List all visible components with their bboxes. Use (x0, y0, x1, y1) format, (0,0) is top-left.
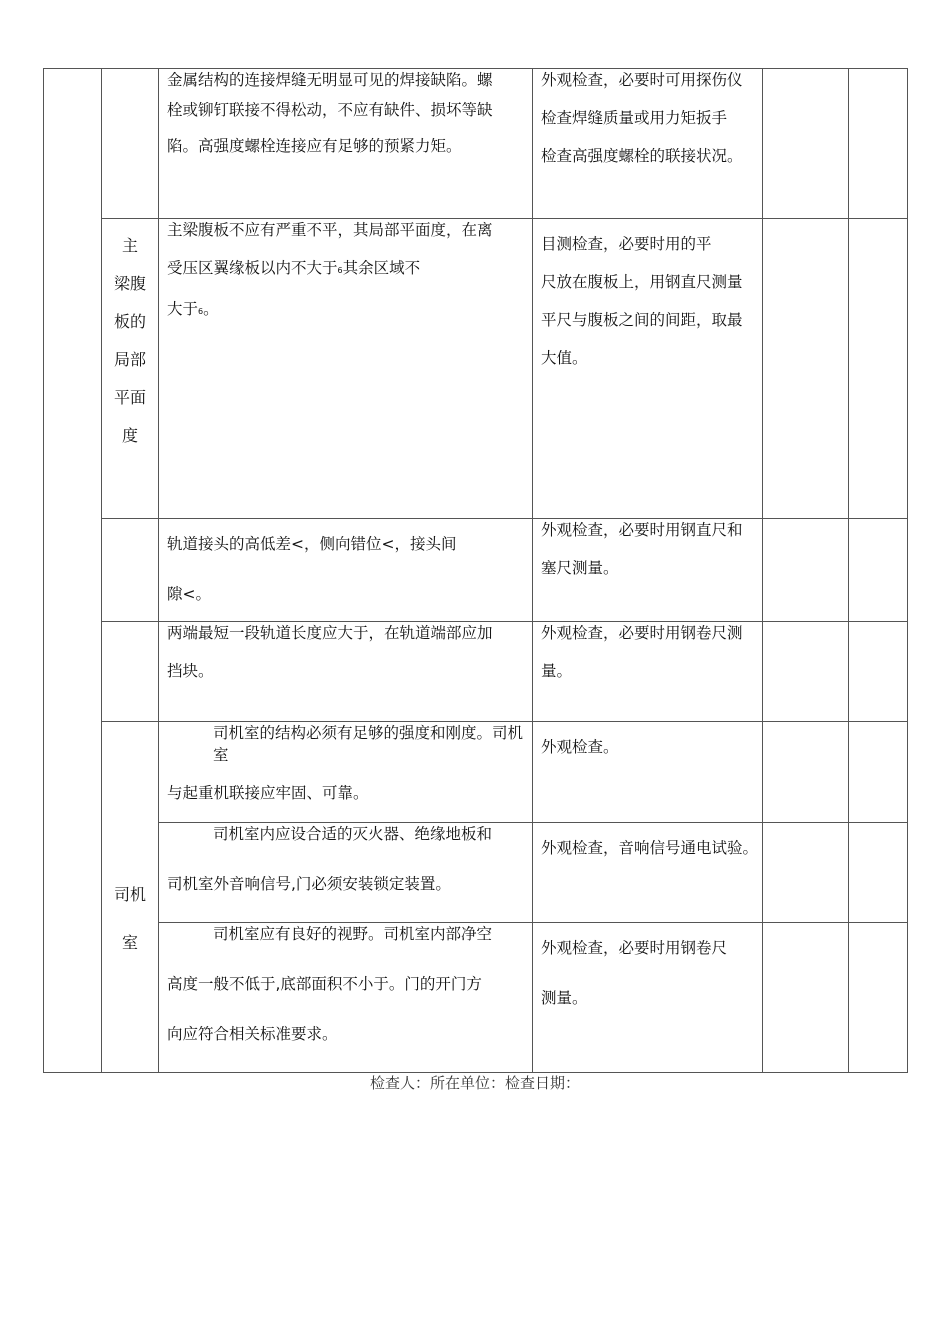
requirement-text: 其余区域不 (342, 259, 421, 277)
result-cell[interactable] (763, 622, 849, 722)
category-line: 度 (121, 426, 138, 445)
requirement-line: 两端最短一段轨道长度应大于，在轨道端部应加 (167, 624, 493, 642)
requirement-line: 栓或铆钉联接不得松动，不应有缺件、损坏等缺 (167, 101, 493, 119)
remark-cell[interactable] (849, 923, 908, 1073)
category-cell (102, 622, 159, 722)
requirement-line: 司机室应有良好的视野。司机室内部净空 (213, 925, 493, 943)
requirement-line: 轨道接头的高低差<，侧向错位<，接头间 (167, 535, 457, 553)
category-cell (102, 69, 159, 219)
subscript-value: 6 (198, 307, 204, 316)
method-line: 大值。 (541, 349, 588, 367)
result-cell[interactable] (763, 823, 849, 923)
method-line: 平尺与腹板之间的间距，取最 (541, 311, 743, 329)
signature-footer: 检查人：所在单位：检查日期： (369, 1074, 580, 1092)
result-cell[interactable] (763, 923, 849, 1073)
method-line: 尺放在腹板上，用钢直尺测量 (541, 273, 743, 291)
requirement-line (159, 257, 532, 282)
method-line: 检查焊缝质量或用力矩扳手 (541, 109, 728, 127)
requirement-line (159, 298, 532, 323)
requirement-text: 受压区翼缘板以内不大于 (167, 259, 338, 277)
method-line: 外观检查。 (541, 738, 619, 756)
result-cell[interactable] (763, 722, 849, 823)
requirement-line: 与起重机联接应牢固、可靠。 (167, 784, 369, 802)
requirement-line: 隙<。 (167, 585, 211, 603)
requirement-cell (159, 923, 533, 1073)
method-line: 测量。 (541, 989, 588, 1007)
requirement-cell (159, 622, 533, 722)
method-cell (533, 923, 763, 1073)
subscript-value: 6 (337, 266, 343, 275)
requirement-cell (159, 519, 533, 622)
category-line: 司机 (113, 885, 146, 904)
requirement-text: 。 (203, 300, 219, 318)
requirement-cell (159, 69, 533, 219)
method-line: 外观检查，必要时用钢卷尺测 (541, 624, 743, 642)
requirement-line: 主梁腹板不应有严重不平，其局部平面度，在离 (167, 221, 493, 239)
requirement-line: 向应符合相关标准要求。 (167, 1025, 338, 1043)
method-line: 量。 (541, 662, 573, 680)
table-row (44, 622, 908, 722)
category-cell (102, 219, 159, 519)
requirement-cell (159, 722, 533, 823)
inspection-table-area (43, 68, 907, 1073)
requirement-line: 挡块。 (167, 662, 214, 680)
remark-cell[interactable] (849, 622, 908, 722)
table-row (44, 519, 908, 622)
remark-cell[interactable] (849, 219, 908, 519)
requirement-line: 司机室的结构必须有足够的强度和刚度。司机室 (213, 724, 524, 764)
requirement-cell (159, 823, 533, 923)
table-row (44, 69, 908, 219)
category-line: 梁腹 (113, 274, 146, 293)
category-line: 室 (121, 933, 138, 952)
category-line: 局部 (113, 350, 146, 369)
method-line: 目测检查，必要时用的平 (541, 235, 712, 253)
result-cell[interactable] (763, 519, 849, 622)
requirement-text: 大于 (167, 300, 199, 318)
method-cell (533, 823, 763, 923)
requirement-line: 司机室外音响信号,门必须安装锁定装置。 (167, 875, 451, 893)
requirement-line: 高度一般不低于,底部面积不小于。门的开门方 (167, 975, 482, 993)
requirement-line: 司机室内应设合适的灭火器、绝缘地板和 (213, 825, 493, 843)
result-cell[interactable] (763, 69, 849, 219)
method-cell (533, 219, 763, 519)
method-line: 外观检查，音响信号通电试验。 (541, 839, 759, 857)
requirement-line: 金属结构的连接焊缝无明显可见的焊接缺陷。螺 (167, 71, 493, 89)
remark-cell[interactable] (849, 519, 908, 622)
remark-cell[interactable] (849, 823, 908, 923)
requirement-line: 陷。高强度螺栓连接应有足够的预紧力矩。 (167, 137, 462, 155)
category-cell (102, 519, 159, 622)
method-line: 塞尺测量。 (541, 559, 619, 577)
table-row (44, 823, 908, 923)
category-cell (102, 722, 159, 1073)
method-line: 外观检查，必要时用钢直尺和 (541, 521, 743, 539)
item-column-cell (44, 69, 102, 1073)
result-cell[interactable] (763, 219, 849, 519)
remark-cell[interactable] (849, 722, 908, 823)
method-cell (533, 519, 763, 622)
table-row (44, 219, 908, 519)
method-cell (533, 69, 763, 219)
category-line: 平面 (113, 388, 146, 407)
method-line: 外观检查，必要时可用探伤仪 (541, 71, 743, 89)
table-row (44, 722, 908, 823)
category-line: 主 (121, 236, 138, 255)
method-cell (533, 722, 763, 823)
method-cell (533, 622, 763, 722)
inspection-table (43, 68, 908, 1073)
method-line: 检查高强度螺栓的联接状况。 (541, 147, 743, 165)
requirement-cell (159, 219, 533, 519)
method-line: 外观检查，必要时用钢卷尺 (541, 939, 728, 957)
table-row (44, 923, 908, 1073)
remark-cell[interactable] (849, 69, 908, 219)
category-line: 板的 (113, 312, 146, 331)
